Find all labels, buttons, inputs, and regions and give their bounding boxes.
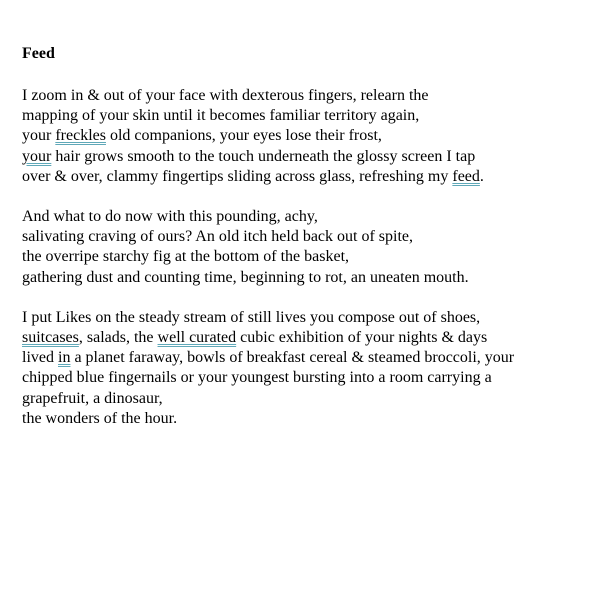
poem-line bbox=[22, 409, 582, 429]
spellcheck-flagged-word[interactable]: well curated bbox=[157, 329, 237, 347]
spellcheck-flagged-word[interactable]: suitcases bbox=[22, 329, 79, 347]
text-run: gathering dust and counting time, beginning to rot, an uneaten mouth. bbox=[22, 268, 469, 286]
poem-title: Feed bbox=[22, 45, 55, 62]
text-run: . bbox=[479, 167, 484, 185]
poem-line bbox=[22, 86, 582, 106]
spellcheck-flagged-word[interactable]: your bbox=[22, 147, 52, 165]
poem-line bbox=[22, 227, 582, 247]
poem-line bbox=[22, 368, 582, 388]
spellcheck-flagged-word[interactable]: in bbox=[58, 349, 71, 367]
poem-line bbox=[22, 147, 582, 167]
document-page bbox=[22, 44, 582, 449]
stanza-1 bbox=[22, 86, 582, 187]
text-run: a planet faraway, bowls of breakfast cereal & steamed broccoli, your bbox=[70, 349, 515, 367]
spellcheck-flagged-word[interactable]: feed bbox=[452, 167, 480, 185]
poem-line bbox=[22, 389, 582, 409]
text-run: And what to do now with this pounding, achy, bbox=[22, 208, 318, 226]
text-run: your bbox=[22, 127, 56, 145]
text-run: chipped blue fingernails or your youngest bursting into a room carrying a bbox=[22, 369, 492, 387]
text-run: I put Likes on the steady stream of still lives you compose out of shoes, bbox=[22, 308, 481, 326]
poem-line bbox=[22, 126, 582, 146]
text-run: I zoom in & out of your face with dexterous fingers, relearn the bbox=[22, 87, 429, 104]
poem-line bbox=[22, 308, 582, 328]
text-run: hair grows smooth to the touch underneath the glossy screen I tap bbox=[51, 147, 476, 165]
poem-line bbox=[22, 167, 582, 187]
text-run: the wonders of the hour. bbox=[22, 409, 178, 427]
poem-line bbox=[22, 106, 582, 126]
text-run: mapping of your skin until it becomes familiar territory again, bbox=[22, 107, 420, 125]
poem-line bbox=[22, 328, 582, 348]
text-run: lived bbox=[22, 349, 58, 367]
text-run: , salads, the bbox=[78, 329, 158, 347]
stanza-3 bbox=[22, 308, 582, 429]
text-run: over & over, clammy fingertips sliding across glass, refreshing my bbox=[22, 167, 453, 185]
text-run: grapefruit, a dinosaur, bbox=[22, 389, 163, 407]
poem-line bbox=[22, 348, 582, 368]
text-run: old companions, your eyes lose their frost, bbox=[105, 127, 382, 145]
poem-line bbox=[22, 268, 582, 288]
text-run: salivating craving of ours? An old itch held back out of spite, bbox=[22, 228, 414, 246]
poem-line bbox=[22, 247, 582, 267]
stanza-2 bbox=[22, 207, 582, 288]
text-run: cubic exhibition of your nights & days bbox=[236, 329, 488, 347]
text-run: the overripe starchy fig at the bottom of the basket, bbox=[22, 248, 350, 266]
spellcheck-flagged-word[interactable]: freckles bbox=[55, 127, 106, 145]
poem-line bbox=[22, 207, 582, 227]
